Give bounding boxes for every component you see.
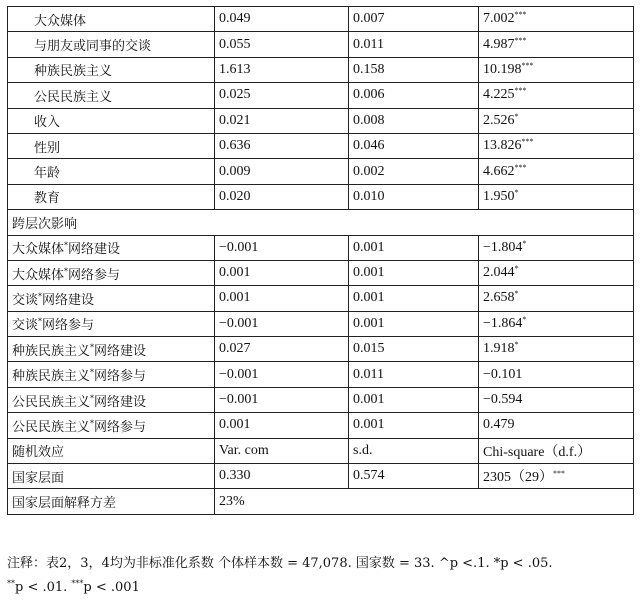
table-row (8, 260, 634, 285)
footnote-text-a: p < .01. (15, 580, 72, 595)
sd-cell: 0.008 (349, 108, 479, 133)
stat-cell (479, 83, 634, 108)
sd-cell: 0.006 (349, 83, 479, 108)
stat-value: 4.662 (483, 163, 515, 179)
row-label (8, 260, 215, 285)
sd-cell: 0.001 (349, 235, 479, 260)
table-row (8, 413, 634, 438)
row-label (8, 438, 215, 463)
table-footnote (7, 552, 633, 600)
row-label-moderator: 网络建设 (42, 292, 95, 308)
row-label-moderator: 网络参与 (42, 318, 95, 334)
table-row (8, 235, 634, 260)
row-label-text: 收入 (34, 115, 61, 131)
row-label-text: 大众媒体 (12, 267, 65, 283)
coef-cell: 0.636 (215, 133, 349, 158)
stat-value: 7.002 (483, 11, 515, 27)
coef-cell: 23% (215, 489, 634, 514)
stat-cell (479, 159, 634, 184)
stat-value: 10.198 (483, 61, 522, 77)
stat-value: Chi-square（d.f.） (483, 444, 592, 460)
significance-stars: *** (521, 137, 534, 147)
stat-cell (479, 438, 634, 463)
coef-cell: 0.027 (215, 337, 349, 362)
sd-cell: 0.001 (349, 260, 479, 285)
significance-stars: *** (553, 469, 565, 479)
significance-stars: * (514, 111, 519, 121)
row-label-moderator: 网络建设 (68, 242, 121, 258)
row-label-text: 随机效应 (12, 445, 65, 461)
coef-cell: 0.009 (215, 159, 349, 184)
row-label-moderator: 网络建设 (94, 394, 147, 410)
row-label-text: 公民民族主义 (34, 89, 113, 105)
row-label-text: 公民民族主义 (12, 394, 91, 410)
stat-cell (479, 413, 634, 438)
significance-stars: * (522, 238, 527, 248)
row-label-text: 交谈 (12, 292, 39, 308)
row-label-moderator: 网络参与 (94, 419, 147, 435)
interaction-star: * (90, 368, 95, 378)
coef-cell: 0.049 (215, 7, 349, 32)
significance-stars: * (514, 264, 519, 274)
stat-value: 2305（29） (483, 470, 553, 486)
significance-stars: * (514, 289, 519, 299)
significance-stars: *** (514, 86, 527, 96)
sd-cell: 0.010 (349, 184, 479, 209)
interaction-star: * (64, 241, 69, 251)
row-label-moderator: 网络参与 (68, 267, 121, 283)
sd-cell: 0.011 (349, 362, 479, 387)
row-label (8, 184, 215, 209)
stat-value: 2.044 (483, 265, 515, 281)
coef-cell: 1.613 (215, 57, 349, 82)
stat-value: 13.826 (483, 138, 522, 154)
significance-stars: * (514, 187, 519, 197)
table-row (8, 337, 634, 362)
table-row (8, 438, 634, 463)
row-label-text: 公民民族主义 (12, 419, 91, 435)
row-label (8, 387, 215, 412)
stat-value: 1.918 (483, 341, 515, 357)
table-row (8, 464, 634, 489)
coef-cell: 0.055 (215, 32, 349, 57)
stat-cell (479, 235, 634, 260)
row-label-text: 大众媒体 (34, 13, 87, 29)
table-row (8, 159, 634, 184)
row-label-text: 种族民族主义 (12, 343, 91, 359)
stat-cell (479, 133, 634, 158)
stat-cell (479, 7, 634, 32)
sd-cell: 0.046 (349, 133, 479, 158)
row-label (8, 235, 215, 260)
coef-cell: 0.020 (215, 184, 349, 209)
row-label-text: 国家层面 (12, 470, 65, 486)
table-row (8, 108, 634, 133)
footnote-line-2 (7, 576, 633, 600)
row-label-moderator: 网络参与 (94, 369, 147, 385)
table-row (8, 184, 634, 209)
stat-cell (479, 387, 634, 412)
significance-stars: * (522, 314, 527, 324)
sd-cell: 0.011 (349, 32, 479, 57)
row-label (8, 83, 215, 108)
table-row (8, 311, 634, 336)
stat-cell (479, 464, 634, 489)
table-row (8, 83, 634, 108)
sd-cell: s.d. (349, 438, 479, 463)
interaction-star: * (38, 317, 43, 327)
row-label-text: 国家层面解释方差 (12, 496, 117, 512)
table-row (8, 210, 634, 235)
stat-cell (479, 311, 634, 336)
coef-cell: Var. com (215, 438, 349, 463)
table-row (8, 7, 634, 32)
sd-cell: 0.574 (349, 464, 479, 489)
coef-cell: 0.021 (215, 108, 349, 133)
significance-stars: * (514, 340, 519, 350)
row-label-text: 与朋友或同事的交谈 (34, 39, 152, 55)
row-label (8, 464, 215, 489)
stat-cell (479, 108, 634, 133)
interaction-star: * (90, 418, 95, 428)
row-label (8, 489, 215, 514)
interaction-star: * (38, 291, 43, 301)
sd-cell: 0.015 (349, 337, 479, 362)
significance-stars: *** (521, 60, 534, 70)
row-label (8, 311, 215, 336)
table-body (8, 7, 634, 515)
interaction-star: * (90, 342, 95, 352)
row-label-text: 交谈 (12, 318, 39, 334)
row-label (8, 159, 215, 184)
sd-cell: 0.002 (349, 159, 479, 184)
row-label (8, 133, 215, 158)
section-label: 跨层次影响 (8, 210, 634, 235)
sd-cell: 0.001 (349, 286, 479, 311)
footnote-text-b: p < .001 (83, 580, 140, 595)
sd-cell: 0.001 (349, 387, 479, 412)
row-label (8, 108, 215, 133)
coef-cell: 0.025 (215, 83, 349, 108)
row-label (8, 362, 215, 387)
coef-cell: −0.001 (215, 235, 349, 260)
stat-cell (479, 32, 634, 57)
coef-cell: −0.001 (215, 387, 349, 412)
row-label-text: 种族民族主义 (34, 64, 113, 80)
stat-value: 2.658 (483, 290, 515, 306)
coef-cell: 0.001 (215, 286, 349, 311)
significance-stars: *** (514, 10, 527, 20)
stat-value: 4.987 (483, 36, 515, 52)
row-label-text: 教育 (34, 191, 61, 207)
footnote-line-1: 注释：表2，3，4均为非标准化系数 个体样本数 = 47,078. 国家数 = 33. ^p <.1. *p < .05. (7, 556, 553, 571)
table-row (8, 133, 634, 158)
row-label-text: 种族民族主义 (12, 369, 91, 385)
footnote-sup-double-star: ** (7, 579, 15, 588)
table-row (8, 489, 634, 514)
stat-value: −0.101 (483, 366, 523, 382)
row-label (8, 57, 215, 82)
coef-cell: −0.001 (215, 362, 349, 387)
coef-cell: −0.001 (215, 311, 349, 336)
stat-cell (479, 260, 634, 285)
stat-value: −1.804 (483, 239, 523, 255)
table-row (8, 32, 634, 57)
sd-cell: 0.007 (349, 7, 479, 32)
row-label-text: 大众媒体 (12, 242, 65, 258)
table-row (8, 362, 634, 387)
stat-cell (479, 57, 634, 82)
sd-cell: 0.001 (349, 311, 479, 336)
stat-cell (479, 286, 634, 311)
row-label-moderator: 网络建设 (94, 343, 147, 359)
regression-table (7, 6, 634, 515)
stat-value: 1.950 (483, 188, 515, 204)
stat-value: −0.594 (483, 392, 523, 408)
table-row (8, 387, 634, 412)
stat-value: 0.479 (483, 417, 515, 433)
row-label (8, 286, 215, 311)
footnote-sup-triple-star: *** (71, 579, 84, 588)
row-label-text: 年龄 (34, 166, 61, 182)
interaction-star: * (90, 393, 95, 403)
table-row (8, 286, 634, 311)
row-label (8, 413, 215, 438)
row-label (8, 7, 215, 32)
row-label (8, 337, 215, 362)
sd-cell: 0.158 (349, 57, 479, 82)
row-label-text: 性别 (34, 140, 61, 156)
stat-cell (479, 362, 634, 387)
significance-stars: *** (514, 162, 527, 172)
stat-value: 2.526 (483, 112, 515, 128)
interaction-star: * (64, 266, 69, 276)
table-row (8, 57, 634, 82)
stat-value: −1.864 (483, 315, 523, 331)
stat-cell (479, 337, 634, 362)
stat-cell (479, 184, 634, 209)
stat-value: 4.225 (483, 87, 515, 103)
coef-cell: 0.001 (215, 413, 349, 438)
coef-cell: 0.330 (215, 464, 349, 489)
sd-cell: 0.001 (349, 413, 479, 438)
significance-stars: *** (514, 35, 527, 45)
coef-cell: 0.001 (215, 260, 349, 285)
row-label (8, 32, 215, 57)
